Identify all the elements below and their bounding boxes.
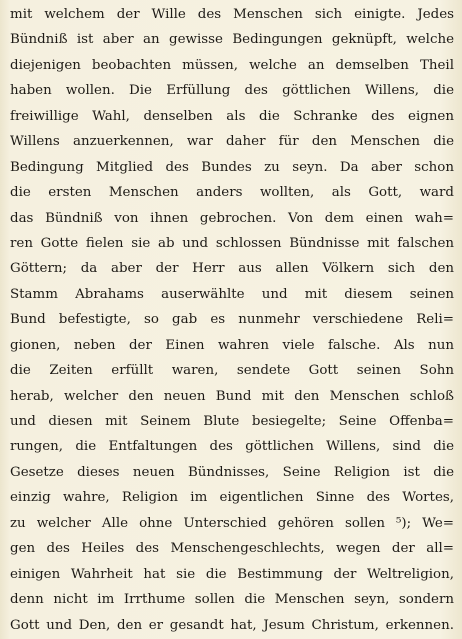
text-line-14: gionen, neben der Einen wahren viele falsche. Als nun [10,337,454,353]
text-line-21: zu welcher Alle ohne Unterschied gehören sollen ⁵); We= [10,515,454,531]
text-line-8: die ersten Menschen anders wollten, als Gott, ward [10,185,454,201]
text-line-18: rungen, die Entfaltungen des göttlichen Willens, sind die [10,439,454,455]
text-line-3: diejenigen beobachten müssen, welche an demselben Theil [10,57,454,73]
text-line-6: Willens anzuerkennen, war daher für den Menschen die [10,134,454,150]
text-line-15: die Zeiten erfüllt waren, sendete Gott seinen Sohn [10,363,454,379]
text-line-5: freiwillige Wahl, denselben als die Schranke des eignen [10,108,454,124]
text-line-11: Göttern; da aber der Herr aus allen Völkern sich den [10,261,454,277]
text-line-19: Gesetze dieses neuen Bündnisses, Seine Religion ist die [10,464,454,480]
text-line-12: Stamm Abrahams auserwählte und mit diesem seinen [10,286,454,302]
text-line-17: und diesen mit Seinem Blute besiegelte; Seine Offenba= [10,414,454,429]
text-line-7: Bedingung Mitglied des Bundes zu seyn. Da aber schon [10,159,454,175]
text-line-20: einzig wahre, Religion im eigentlichen Sinne des Wortes, [10,490,454,506]
text-line-4: haben wollen. Die Erfüllung des göttlichen Willens, die [10,83,454,99]
text-line-22: gen des Heiles des Menschengeschlechts, wegen der all= [10,541,454,557]
text-line-25: Gott und Den, den er gesandt hat, Jesum Christum, erkennen. [10,617,454,633]
text-line-2: Bündniß ist aber an gewisse Bedingungen geknüpft, welche [10,32,454,48]
text-line-1: mit welchem der Wille des Menschen sich einigte. Jedes [10,7,454,22]
text-line-10: ren Gotte fielen sie ab und schlossen Bündnisse mit falschen [10,235,454,251]
text-line-9: das Bündniß von ihnen gebrochen. Von dem einen wah= [10,210,454,226]
text-line-16: herab, welcher den neuen Bund mit den Menschen schloß [10,388,454,404]
text-line-23: einigen Wahrheit hat sie die Bestimmung der Weltreligion, [10,566,454,582]
text-line-13: Bund befestigte, so gab es nunmehr verschiedene Reli= [10,312,454,328]
text-line-24: denn nicht im Irrthume sollen die Menschen seyn, sondern [10,592,454,608]
